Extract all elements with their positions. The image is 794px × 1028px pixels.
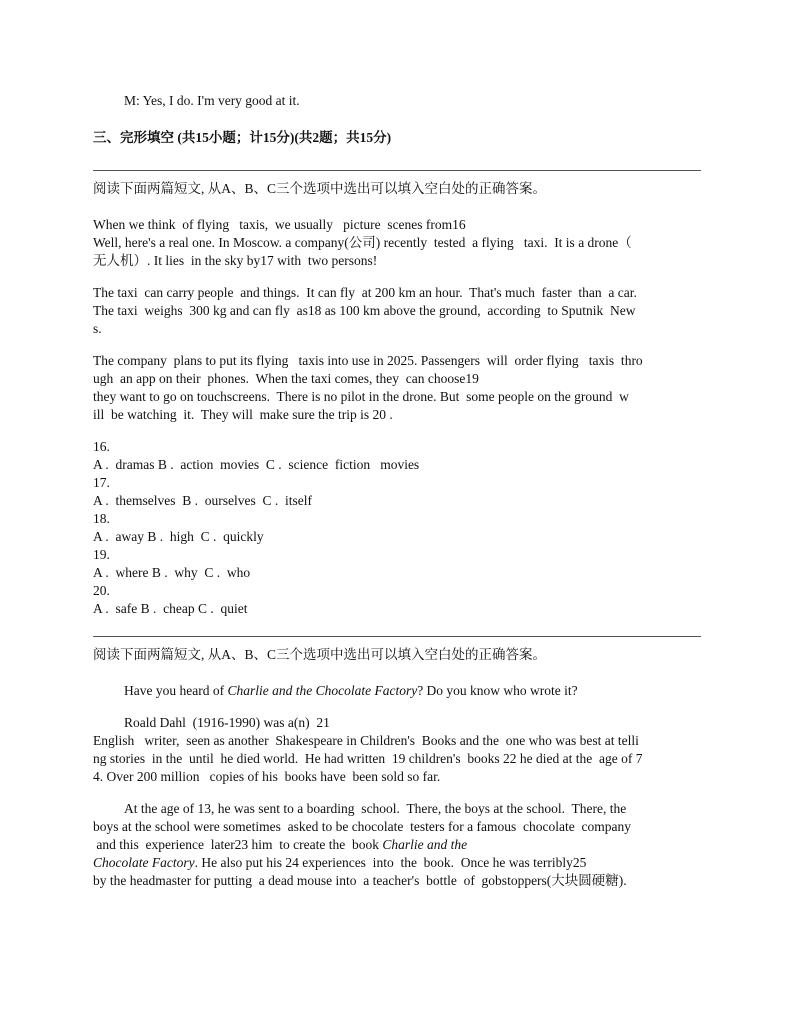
text-line [93, 836, 701, 854]
passage2-paragraph-3 [93, 800, 701, 890]
section-title: 三、完形填空 (共15小题；计15分)(共2题；共15分) [93, 130, 392, 145]
question-list [93, 438, 701, 618]
passage2-question-line [93, 682, 701, 700]
document-page [93, 92, 701, 904]
question-options: A . safe B . cheap C . quiet [93, 601, 248, 616]
text-line: Roald Dahl (1916-1990) was a(n) 21 [124, 715, 330, 730]
question-options: A . away B . high C . quickly [93, 529, 264, 544]
text-line: The taxi can carry people and things. It can fly at 200 km an hour. That's much faster than a car. [93, 285, 637, 300]
question-options: A . dramas B . action movies C . science fiction movies [93, 457, 420, 472]
text-line: 无人机）. It lies in the sky by17 with two persons! [93, 253, 378, 268]
passage2-instruction: 阅读下面两篇短文, 从A、B、C三个选项中选出可以填入空白处的正确答案。 [93, 647, 547, 662]
book-title: Chocolate Factory [93, 855, 195, 870]
passage2-paragraph-2 [93, 714, 701, 786]
passage1-paragraph-1 [93, 216, 701, 270]
text-span: and this experience later23 him to create the book [93, 837, 383, 852]
text-line: ugh an app on their phones. When the taxi comes, they can choose19 [93, 371, 479, 386]
book-title: Charlie and the Chocolate Factory [227, 683, 418, 698]
question-options: A . themselves B . ourselves C . itself [93, 493, 312, 508]
question-number: 17. [93, 475, 110, 490]
passage1-instruction: 阅读下面两篇短文, 从A、B、C三个选项中选出可以填入空白处的正确答案。 [93, 181, 547, 196]
passage1-paragraph-3 [93, 352, 701, 424]
text-line: The company plans to put its flying taxis into use in 2025. Passengers will order flying taxis thro [93, 353, 643, 368]
text-line: When we think of flying taxis, we usually picture scenes from16 [93, 217, 466, 232]
question-number: 18. [93, 511, 110, 526]
text-span: Have you heard of [124, 683, 228, 698]
text-line: s. [93, 321, 102, 336]
text-span: . He also put his 24 experiences into the book. Once he was terribly25 [194, 855, 587, 870]
question-number: 16. [93, 439, 110, 454]
text-line: The taxi weighs 300 kg and can fly as18 as 100 km above the ground, according to Sputnik New [93, 303, 636, 318]
question-number: 19. [93, 547, 110, 562]
text-line: 4. Over 200 million copies of his books have been sold so far. [93, 769, 441, 784]
question-options: A . where B . why C . who [93, 565, 251, 580]
text-line: ill be watching it. They will make sure the trip is 20 . [93, 407, 393, 422]
text-line: boys at the school were sometimes asked to be chocolate testers for a famous chocolate company [93, 819, 631, 834]
text-span: ? Do you know who wrote it? [417, 683, 578, 698]
question-number: 20. [93, 583, 110, 598]
divider [93, 170, 701, 171]
passage1-paragraph-2 [93, 284, 701, 338]
text-line: English writer, seen as another Shakespeare in Children's Books and the one who was best at telli [93, 733, 639, 748]
text-line: they want to go on touchscreens. There is no pilot in the drone. But some people on the ground w [93, 389, 629, 404]
book-title: Charlie and the [382, 837, 468, 852]
dialogue-line: M: Yes, I do. I'm very good at it. [124, 93, 300, 108]
text-line [93, 854, 701, 872]
text-line: ng stories in the until he died world. He had written 19 children's books 22 he died at the age of 7 [93, 751, 643, 766]
text-line: At the age of 13, he was sent to a boarding school. There, the boys at the school. There, the [124, 801, 627, 816]
text-line: by the headmaster for putting a dead mouse into a teacher's bottle of gobstoppers(大块圆硬糖). [93, 873, 627, 888]
divider [93, 636, 701, 637]
text-line: Well, here's a real one. In Moscow. a company(公司) recently tested a flying taxi. It is a drone（ [93, 235, 632, 250]
